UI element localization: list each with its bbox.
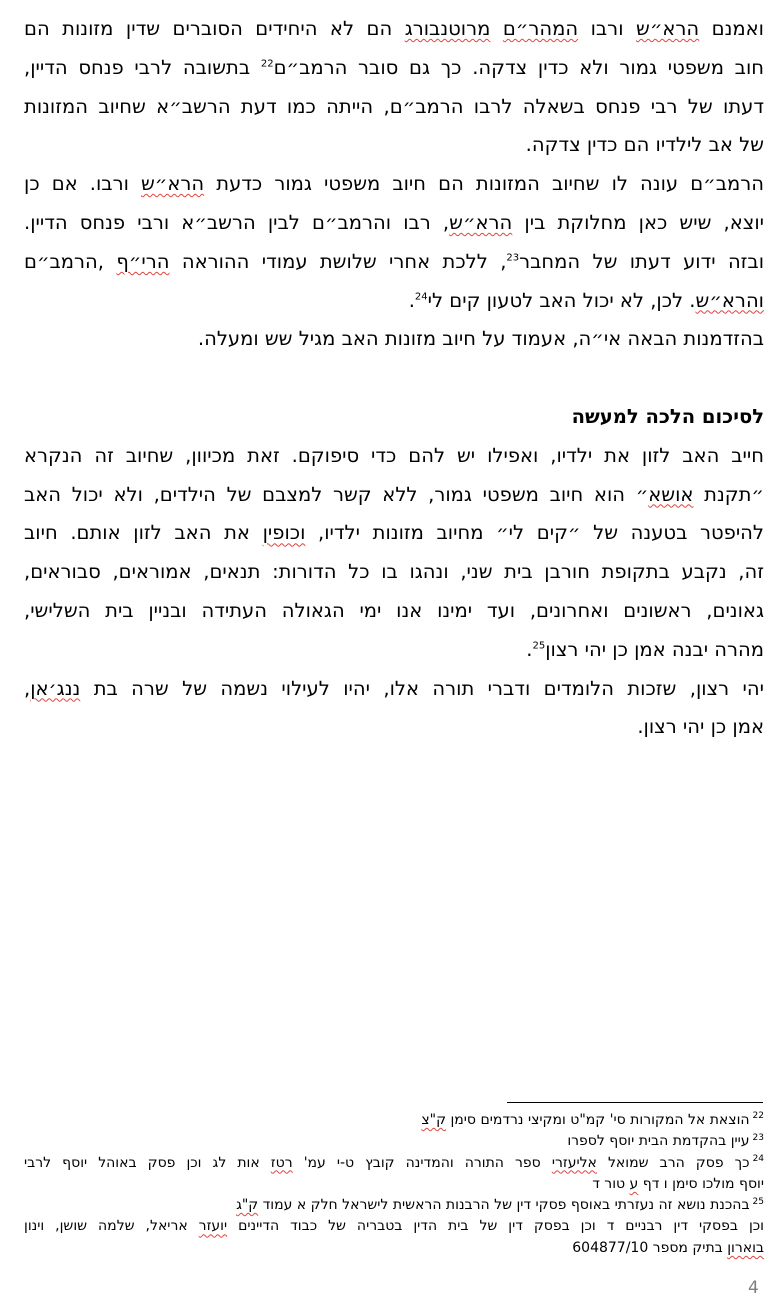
text-line (24, 670, 764, 709)
text-run: חייב האב לזון את ילדיו, ואפילו יש להם כדי סיפוקם. זאת מכיוון, שחיוב זה הנקרא (24, 443, 764, 467)
text-run: לסיכום הלכה למעשה (571, 404, 764, 428)
text-run: להיפטר בטענה של ״קים לי״ מחיוב מזונות ילדיו, (305, 521, 765, 545)
text-line (24, 243, 764, 282)
footnote-number: 24 (752, 1153, 765, 1164)
spellcheck-flagged-word[interactable]: בוארון (727, 1239, 764, 1256)
text-run: אריאל, שלמה שושן, וינון (24, 1218, 199, 1235)
spellcheck-flagged-word[interactable]: הרא״ש (140, 172, 205, 196)
spellcheck-flagged-word[interactable]: ע (629, 1175, 639, 1192)
text-line (24, 126, 764, 165)
text-run: בתשובה לרבי פנחס הדיין, (24, 55, 261, 79)
footnote-line (24, 1174, 764, 1195)
text-run: כך פסק הרב שמואל (596, 1154, 750, 1171)
text-run (490, 17, 503, 40)
text-run: ואמנם (699, 17, 764, 40)
spellcheck-flagged-word[interactable]: הרא״ש (449, 210, 513, 234)
blank-line (24, 359, 764, 398)
footnotes (24, 1110, 764, 1259)
text-run: , ללכת אחרי שלושת עמודי ההוראה (169, 249, 507, 273)
spellcheck-flagged-word[interactable]: ק"ג (236, 1197, 259, 1214)
footnote-line (24, 1216, 764, 1237)
text-run: טור ד (592, 1175, 630, 1192)
footnote-line (24, 1153, 764, 1174)
footnote-line (24, 1238, 764, 1259)
text-line (24, 49, 764, 88)
text-run: בהכנת נושא זה נעזרתי באוסף פסקי דין של הרבנות הראשית לישראל חלק א עמוד (258, 1197, 750, 1214)
text-line (24, 88, 764, 127)
text-line (24, 708, 764, 747)
footnote-number: 25 (752, 1196, 764, 1207)
text-line (24, 592, 764, 631)
text-run: . (526, 637, 533, 661)
text-line (24, 514, 764, 553)
text-run: ״תקנת (693, 482, 764, 506)
text-run: ״ הוא חיוב משפטי גמור, ללא קשר למצבם של הילדים, ולא יכול האב (24, 482, 649, 506)
section-heading (24, 398, 764, 437)
text-run: זה, נקבע בתקופת חורבן בית שני, ונהגו בו כל הדורות: תנאים, אמוראים, סבוראים, (24, 560, 764, 584)
text-line (24, 437, 764, 476)
footnote-ref[interactable]: 24 (414, 291, 428, 303)
text-run: הוצאת אל המקורות סי' קמ"ט ומקיצי נרדמים סימן (446, 1112, 750, 1128)
text-run: יהי רצון, שזכות הלומדים ודברי תורה אלו, יהיו לעילוי נשמה של שרה בת (80, 676, 764, 700)
footnote-ref[interactable]: 23 (506, 252, 520, 264)
body-text (24, 10, 764, 747)
text-line (24, 282, 764, 321)
text-line (24, 631, 764, 670)
spellcheck-flagged-word[interactable]: והרא״ש (695, 288, 764, 312)
text-run: , רבו והרמב״ם לבין הרשב״א ורבי פנחס הדיין. (24, 210, 450, 234)
footnote-line (24, 1131, 764, 1152)
text-run: הם לא היחידים הסוברים שדין מזונות הם (24, 17, 405, 40)
footnote-ref[interactable]: 25 (532, 640, 546, 652)
text-run: ורבו (578, 17, 636, 40)
spellcheck-flagged-word[interactable]: יועזר (198, 1218, 228, 1235)
text-run: . (408, 288, 415, 312)
spellcheck-flagged-word[interactable]: וכופין (262, 521, 306, 545)
text-run: ובזה ידוע דעתו של המחבר (519, 249, 765, 273)
footnote-number: 23 (752, 1132, 764, 1143)
spellcheck-flagged-word[interactable]: אושא (648, 482, 694, 506)
text-run: ורבו. אם כן (24, 172, 141, 196)
footnote-separator (507, 1102, 763, 1103)
spellcheck-flagged-word[interactable]: רטז (270, 1154, 293, 1171)
spellcheck-flagged-word[interactable]: ננג׳אן (30, 676, 81, 700)
text-run: בתיק מספר 604877/10 (572, 1239, 728, 1256)
text-run: מהרה יבנה אמן כן יהי רצון (545, 637, 764, 661)
text-run: בהזדמנות הבאה אי״ה, אעמוד על חיוב מזונות האב מגיל שש ומעלה. (197, 327, 764, 351)
text-line (24, 553, 764, 592)
spellcheck-flagged-word[interactable]: מרוטנבורג (404, 17, 491, 40)
text-line (24, 10, 764, 49)
text-run: חוב משפטי גמור ולא כדין צדקה. כך גם סובר הרמב״ם (273, 55, 764, 79)
text-run: . לכן, לא יכול האב לטעון קים לי (427, 288, 696, 312)
text-run: את האב לזון אותם. חיוב (24, 521, 263, 545)
footnote-number: 22 (752, 1111, 764, 1122)
text-run: גאונים, ראשונים ואחרונים, ועד ימינו אנו ימי הגאולה העתידה ובניין בית השלישי, (24, 598, 764, 622)
spellcheck-flagged-word[interactable]: אליעזרי (551, 1154, 597, 1171)
text-line (24, 204, 764, 243)
text-run: אות לג וכן פסק באוהל יוסף לרבי (24, 1154, 271, 1171)
text-line (24, 320, 764, 359)
spellcheck-flagged-word[interactable]: ק"צ (421, 1112, 447, 1128)
text-run: עיין בהקדמת הבית יוסף לספרו (567, 1133, 750, 1150)
text-run: דעתו של רבי פנחס בשאלה לרבו הרמב״ם, הייתה כמו דעת הרשב״א שחיוב המזונות (24, 94, 764, 118)
footnote-line (24, 1110, 764, 1131)
text-run: וכן בפסקי דין רבניים ד וכן בפסק דין של בית הדין בטבריה של כבוד הדיינים (227, 1218, 764, 1235)
text-run: ,הרמב״ם (24, 249, 117, 273)
text-run: יוסף מולכו סימן ו דף (638, 1175, 764, 1192)
text-run: הרמב״ם עונה לו שחיוב המזונות הם חיוב משפטי גמור כדעת (204, 172, 764, 196)
page-number: 4 (748, 1278, 759, 1298)
text-run: , (24, 676, 31, 700)
footnote-line (24, 1195, 764, 1216)
text-line (24, 476, 764, 515)
spellcheck-flagged-word[interactable]: הרא״ש (636, 17, 700, 40)
text-run: של אב לילדיו הם כדין צדקה. (525, 133, 764, 157)
text-run: אמן כן יהי רצון. (637, 715, 764, 739)
spellcheck-flagged-word[interactable]: המהר״ם (502, 17, 579, 40)
text-run: ספר התורה והמדינה קובץ ט-י עמ' (292, 1154, 552, 1171)
text-run: יוצא, שיש כאן מחלוקת בין (512, 210, 764, 234)
footnote-ref[interactable]: 22 (260, 58, 274, 70)
spellcheck-flagged-word[interactable]: הרי״ף (116, 249, 170, 273)
text-line (24, 165, 764, 204)
